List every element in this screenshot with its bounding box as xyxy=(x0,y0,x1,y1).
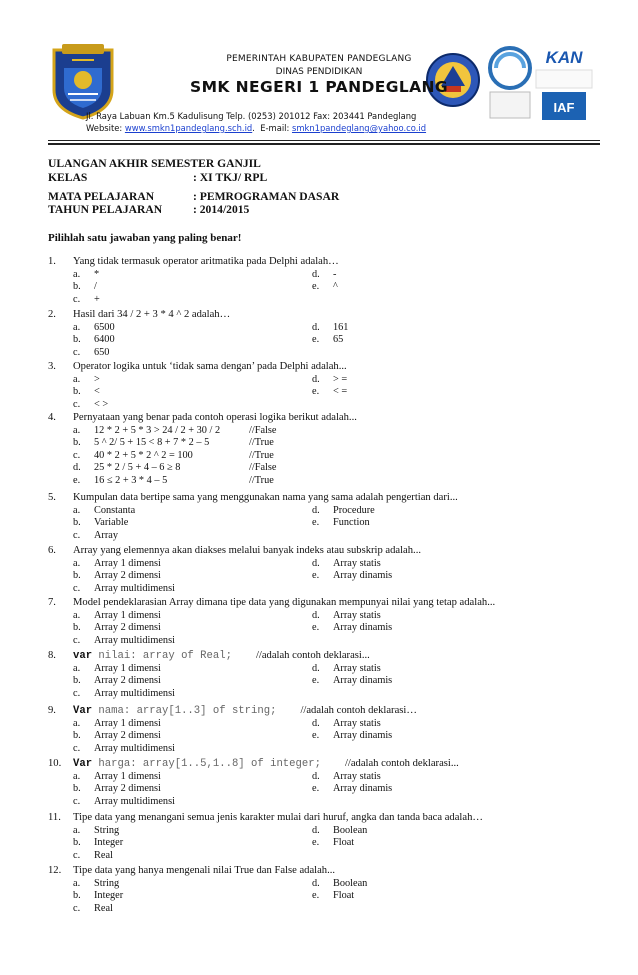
option-letter: b. xyxy=(73,517,81,529)
answer-option-c[interactable] xyxy=(73,399,108,411)
answer-option-c[interactable] xyxy=(73,294,100,306)
statement-expression: 12 * 2 + 5 * 3 > 24 / 2 + 30 / 2 xyxy=(94,424,221,436)
option-letter: e. xyxy=(312,730,320,742)
option-text: Array multidimensi xyxy=(94,582,175,594)
code-snippet: harga: array[1..5,1..8] of integer; xyxy=(92,758,321,770)
question-number: 1. xyxy=(48,256,56,267)
option-text: Array dinamis xyxy=(333,783,393,795)
option-text: 161 xyxy=(333,321,349,333)
kan-logo-text: KAN xyxy=(545,48,583,67)
answer-option-a[interactable] xyxy=(73,610,161,622)
option-text: 65 xyxy=(333,334,344,346)
email-link[interactable]: smkn1pandeglang@yahoo.co.id xyxy=(291,123,427,133)
option-letter: e. xyxy=(312,517,320,529)
statement-option[interactable] xyxy=(73,437,274,449)
answer-option-b[interactable] xyxy=(73,675,161,687)
option-letter: e. xyxy=(312,570,320,582)
exam-row-key: MATA PELAJARAN xyxy=(48,190,155,203)
answer-option-d[interactable] xyxy=(312,771,381,783)
exam-row-kelas xyxy=(48,171,267,184)
statement-result: //True xyxy=(249,475,274,486)
option-letter: d. xyxy=(312,268,320,280)
website-label: Website: xyxy=(86,123,123,133)
question-text: Array yang elemennya akan diakses melalui banyak indeks atau subskrip adalah... xyxy=(73,545,422,556)
question-number: 8. xyxy=(48,650,56,661)
option-letter: e. xyxy=(312,837,320,849)
answer-option-b[interactable] xyxy=(73,890,123,902)
option-text: Constanta xyxy=(94,504,136,516)
answer-option-a[interactable] xyxy=(73,771,161,783)
option-text: Array dinamis xyxy=(333,622,393,634)
question-number: 11. xyxy=(48,812,61,823)
option-letter: b. xyxy=(73,334,81,346)
option-letter: a. xyxy=(73,268,81,280)
exam-row-mapel xyxy=(48,190,339,203)
answer-option-b[interactable] xyxy=(73,334,115,346)
question-text: Hasil dari 34 / 2 + 3 * 4 ^ 2 adalah… xyxy=(73,309,231,320)
answer-option-e[interactable] xyxy=(312,675,392,687)
answer-option-c[interactable] xyxy=(73,635,175,647)
code-snippet: nama: array[1..3] of string; xyxy=(92,705,277,717)
header-government-line: PEMERINTAH KABUPATEN PANDEGLANG xyxy=(226,54,412,64)
answer-option-a[interactable] xyxy=(73,663,161,675)
question-text: Tipe data yang hanya mengenali nilai True dan False adalah... xyxy=(73,865,336,876)
option-letter: e. xyxy=(312,675,320,687)
option-text: Integer xyxy=(94,837,124,849)
option-text: Array 2 dimensi xyxy=(94,622,161,634)
answer-option-c[interactable] xyxy=(73,743,175,755)
option-letter: c. xyxy=(73,849,81,861)
answer-option-e[interactable] xyxy=(312,622,392,634)
question-number: 7. xyxy=(48,597,56,608)
question-number: 10. xyxy=(48,758,62,769)
option-letter: c. xyxy=(73,582,81,594)
option-text: Real xyxy=(94,902,113,914)
statement-expression: 16 ≤ 2 + 3 * 4 – 5 xyxy=(94,475,168,486)
option-letter: a. xyxy=(73,373,81,385)
iaf-logo-text: IAF xyxy=(553,100,575,115)
answer-option-d[interactable] xyxy=(312,663,381,675)
option-text: Boolean xyxy=(333,877,368,889)
answer-option-c[interactable] xyxy=(73,796,175,808)
question-tail: //adalah contoh deklarasi... xyxy=(344,758,459,769)
option-letter: b. xyxy=(73,570,81,582)
option-letter: a. xyxy=(73,770,81,782)
option-text: 6400 xyxy=(94,334,115,346)
option-letter: c. xyxy=(73,902,81,914)
option-text: Array statis xyxy=(333,662,381,674)
option-text: 6500 xyxy=(94,321,115,333)
answer-option-e[interactable] xyxy=(312,281,338,293)
option-text: * xyxy=(94,268,100,280)
answer-option-a[interactable] xyxy=(73,878,119,890)
answer-option-e[interactable] xyxy=(312,837,354,849)
option-text: - xyxy=(333,268,337,280)
statement-result: //True xyxy=(249,437,274,449)
statement-result: //True xyxy=(249,449,274,461)
header-divider-bottom xyxy=(48,143,600,145)
option-letter: b. xyxy=(73,837,81,849)
option-text: > = xyxy=(333,373,348,385)
option-text: Array 2 dimensi xyxy=(94,675,161,687)
answer-option-e[interactable] xyxy=(312,334,343,346)
answer-option-a[interactable] xyxy=(73,558,161,570)
option-text: Array 2 dimensi xyxy=(94,570,161,582)
answer-option-b[interactable] xyxy=(73,570,161,582)
answer-option-d[interactable] xyxy=(312,505,375,517)
option-letter: a. xyxy=(73,662,81,674)
option-letter: d. xyxy=(312,609,320,621)
option-text: Array dinamis xyxy=(333,570,393,582)
option-text: + xyxy=(94,293,100,305)
option-text: Float xyxy=(333,837,355,849)
option-text: Array statis xyxy=(333,557,381,569)
option-letter: d. xyxy=(312,824,320,836)
exam-row-key: KELAS xyxy=(48,171,88,184)
option-letter: a. xyxy=(73,557,81,569)
option-text: 650 xyxy=(94,346,110,358)
option-letter: b. xyxy=(73,622,81,634)
option-text: Array multidimensi xyxy=(94,634,175,646)
option-letter: e. xyxy=(73,475,81,486)
answer-option-d[interactable] xyxy=(312,374,347,386)
code-keyword: Var xyxy=(73,758,93,770)
header-school-name: SMK NEGERI 1 PANDEGLANG xyxy=(190,78,448,96)
option-letter: d. xyxy=(312,373,320,385)
question-number: 3. xyxy=(48,361,56,372)
option-text: Array multidimensi xyxy=(94,687,175,699)
option-letter: a. xyxy=(73,877,81,889)
option-text: Array 1 dimensi xyxy=(94,609,161,621)
option-letter: c. xyxy=(73,742,81,754)
option-text: Array statis xyxy=(333,609,381,621)
statement-option[interactable] xyxy=(73,475,274,487)
option-letter: c. xyxy=(73,398,81,410)
option-text: Array multidimensi xyxy=(94,742,175,754)
answer-option-a[interactable] xyxy=(73,718,161,730)
option-letter: c. xyxy=(73,795,81,807)
email-label: E-mail: xyxy=(260,123,290,133)
answer-option-c[interactable] xyxy=(73,850,113,862)
option-text: Variable xyxy=(94,517,129,529)
option-letter: b. xyxy=(73,890,81,902)
exam-row-value: : PEMROGRAMAN DASAR xyxy=(193,190,340,203)
option-letter: e. xyxy=(312,890,320,902)
answer-option-d[interactable] xyxy=(312,610,381,622)
header-department-line: DINAS PENDIDIKAN xyxy=(275,67,363,77)
option-letter: a. xyxy=(73,321,81,333)
option-letter: d. xyxy=(312,770,320,782)
statement-option[interactable] xyxy=(73,462,276,474)
answer-option-e[interactable] xyxy=(312,783,392,795)
option-letter: a. xyxy=(73,504,81,516)
answer-option-e[interactable] xyxy=(312,517,370,529)
answer-option-c[interactable] xyxy=(73,688,175,700)
option-letter: d. xyxy=(312,877,320,889)
option-text: Array 1 dimensi xyxy=(94,717,161,729)
option-letter: a. xyxy=(73,609,81,621)
answer-option-a[interactable] xyxy=(73,269,99,281)
option-letter: d. xyxy=(73,462,81,474)
question-number: 9. xyxy=(48,705,56,716)
option-text: < xyxy=(94,386,100,398)
answer-option-a[interactable] xyxy=(73,825,119,837)
option-letter: e. xyxy=(312,783,320,795)
code-keyword: Var xyxy=(73,705,93,717)
question-text: Operator logika untuk ‘tidak sama dengan’ pada Delphi adalah... xyxy=(73,361,347,372)
option-letter: b. xyxy=(73,281,81,293)
question-number: 5. xyxy=(48,492,56,503)
answer-option-d[interactable] xyxy=(312,718,381,730)
answer-option-e[interactable] xyxy=(312,386,347,398)
exam-title: ULANGAN AKHIR SEMESTER GANJIL xyxy=(48,157,261,170)
answer-option-d[interactable] xyxy=(312,878,367,890)
answer-option-a[interactable] xyxy=(73,374,100,386)
option-letter: d. xyxy=(312,504,320,516)
answer-option-d[interactable] xyxy=(312,322,348,334)
exam-row-key: TAHUN PELAJARAN xyxy=(48,203,163,216)
option-text: Array dinamis xyxy=(333,675,393,687)
answer-option-b[interactable] xyxy=(73,281,97,293)
option-text: < > xyxy=(94,398,109,410)
question-number: 2. xyxy=(48,309,56,320)
answer-option-e[interactable] xyxy=(312,730,392,742)
option-text: < = xyxy=(333,386,348,398)
option-text: Array 1 dimensi xyxy=(94,662,161,674)
option-text: Boolean xyxy=(333,824,368,836)
answer-option-b[interactable] xyxy=(73,386,100,398)
option-text: Float xyxy=(333,890,355,902)
question-text: Tipe data yang menangani semua jenis karakter mulai dari huruf, angka dan tanda baca adalah… xyxy=(73,812,483,823)
option-text: Array 1 dimensi xyxy=(94,557,161,569)
header-divider-top xyxy=(48,140,600,141)
question-number: 4. xyxy=(48,412,56,423)
statement-expression: 25 * 2 / 5 + 4 – 6 ≥ 8 xyxy=(94,462,181,474)
question-text: Yang tidak termasuk operator aritmatika pada Delphi adalah… xyxy=(73,256,339,267)
answer-option-b[interactable] xyxy=(73,783,161,795)
option-letter: a. xyxy=(73,824,81,836)
option-text: Array xyxy=(94,529,119,541)
option-letter: c. xyxy=(73,449,81,461)
statement-result: //False xyxy=(249,424,277,436)
option-text: > xyxy=(94,373,100,385)
option-text: Array 2 dimensi xyxy=(94,783,161,795)
option-text: String xyxy=(94,824,120,836)
option-letter: e. xyxy=(312,334,320,346)
answer-option-c[interactable] xyxy=(73,530,118,542)
statement-option[interactable] xyxy=(73,425,276,437)
option-letter: e. xyxy=(312,622,320,634)
option-text: Procedure xyxy=(333,504,375,516)
option-letter: c. xyxy=(73,634,81,646)
instruction-text: Pilihlah satu jawaban yang paling benar! xyxy=(48,232,242,244)
option-letter: c. xyxy=(73,529,81,541)
answer-option-d[interactable] xyxy=(312,269,336,281)
question-text xyxy=(73,758,593,770)
option-text: Array multidimensi xyxy=(94,795,175,807)
option-letter: c. xyxy=(73,687,81,699)
answer-option-b[interactable] xyxy=(73,517,128,529)
statement-expression: 5 ^ 2/ 5 + 15 < 8 + 7 * 2 – 5 xyxy=(94,437,210,449)
answer-option-b[interactable] xyxy=(73,730,161,742)
option-letter: a. xyxy=(73,424,81,436)
question-text: Kumpulan data bertipe sama yang menggunakan nama yang sama adalah pengertian dari... xyxy=(73,492,458,503)
question-text xyxy=(73,705,593,717)
question-number: 12. xyxy=(48,865,62,876)
option-letter: b. xyxy=(73,730,81,742)
answer-option-d[interactable] xyxy=(312,558,381,570)
option-letter: c. xyxy=(73,346,81,358)
website-link[interactable]: www.smkn1pandeglang.sch.id xyxy=(124,123,253,133)
option-letter: b. xyxy=(73,783,81,795)
option-letter: e. xyxy=(312,281,320,293)
answer-option-e[interactable] xyxy=(312,570,392,582)
option-text: String xyxy=(94,877,120,889)
option-text: Array 2 dimensi xyxy=(94,730,161,742)
statement-result: //False xyxy=(249,462,277,474)
question-text xyxy=(73,650,593,662)
statement-expression: 40 * 2 + 5 * 2 ^ 2 = 100 xyxy=(94,449,193,461)
option-text: Integer xyxy=(94,890,124,902)
option-letter: b. xyxy=(73,437,81,449)
question-tail: //adalah contoh deklarasi... xyxy=(255,650,370,661)
question-number: 6. xyxy=(48,545,56,556)
option-text: Array dinamis xyxy=(333,730,393,742)
exam-row-tahun xyxy=(48,203,249,216)
option-letter: d. xyxy=(312,321,320,333)
option-letter: a. xyxy=(73,717,81,729)
answer-option-a[interactable] xyxy=(73,322,115,334)
answer-option-c[interactable] xyxy=(73,583,175,595)
statement-option[interactable] xyxy=(73,450,274,462)
code-snippet: nilai: array of Real; xyxy=(92,650,232,662)
exam-row-value: : XI TKJ/ RPL xyxy=(193,171,268,184)
option-text: Array statis xyxy=(333,717,381,729)
question-text: Pernyataan yang benar pada contoh operasi logika berikut adalah... xyxy=(73,412,357,423)
answer-option-c[interactable] xyxy=(73,347,109,359)
option-letter: d. xyxy=(312,717,320,729)
answer-option-d[interactable] xyxy=(312,825,367,837)
answer-option-b[interactable] xyxy=(73,837,123,849)
answer-option-a[interactable] xyxy=(73,505,135,517)
option-text: ^ xyxy=(333,281,338,293)
header-address: Jl. Raya Labuan Km.5 Kadulisung Telp. (0253) 201012 Fax: 203441 Pandeglang xyxy=(86,111,417,121)
question-tail: //adalah contoh deklarasi… xyxy=(300,705,417,716)
option-letter: b. xyxy=(73,386,81,398)
option-text: Real xyxy=(94,849,113,861)
code-keyword: var xyxy=(73,650,93,662)
header-contacts: Website: www.smkn1pandeglang.sch.id. E-mail: smkn1pandeglang@yahoo.co.id xyxy=(86,123,427,133)
option-text: Array 1 dimensi xyxy=(94,770,161,782)
answer-option-b[interactable] xyxy=(73,622,161,634)
answer-option-e[interactable] xyxy=(312,890,354,902)
option-text: / xyxy=(94,281,97,293)
option-text: Function xyxy=(333,517,370,529)
option-text: Array statis xyxy=(333,770,381,782)
answer-option-c[interactable] xyxy=(73,903,113,915)
option-letter: e. xyxy=(312,386,320,398)
exam-row-value: : 2014/2015 xyxy=(193,203,250,216)
option-letter: d. xyxy=(312,662,320,674)
question-text: Model pendeklarasian Array dimana tipe data yang digunakan mempunyai nilai yang tetap adalah... xyxy=(73,597,496,608)
option-letter: d. xyxy=(312,557,320,569)
option-letter: b. xyxy=(73,675,81,687)
option-letter: c. xyxy=(73,293,81,305)
